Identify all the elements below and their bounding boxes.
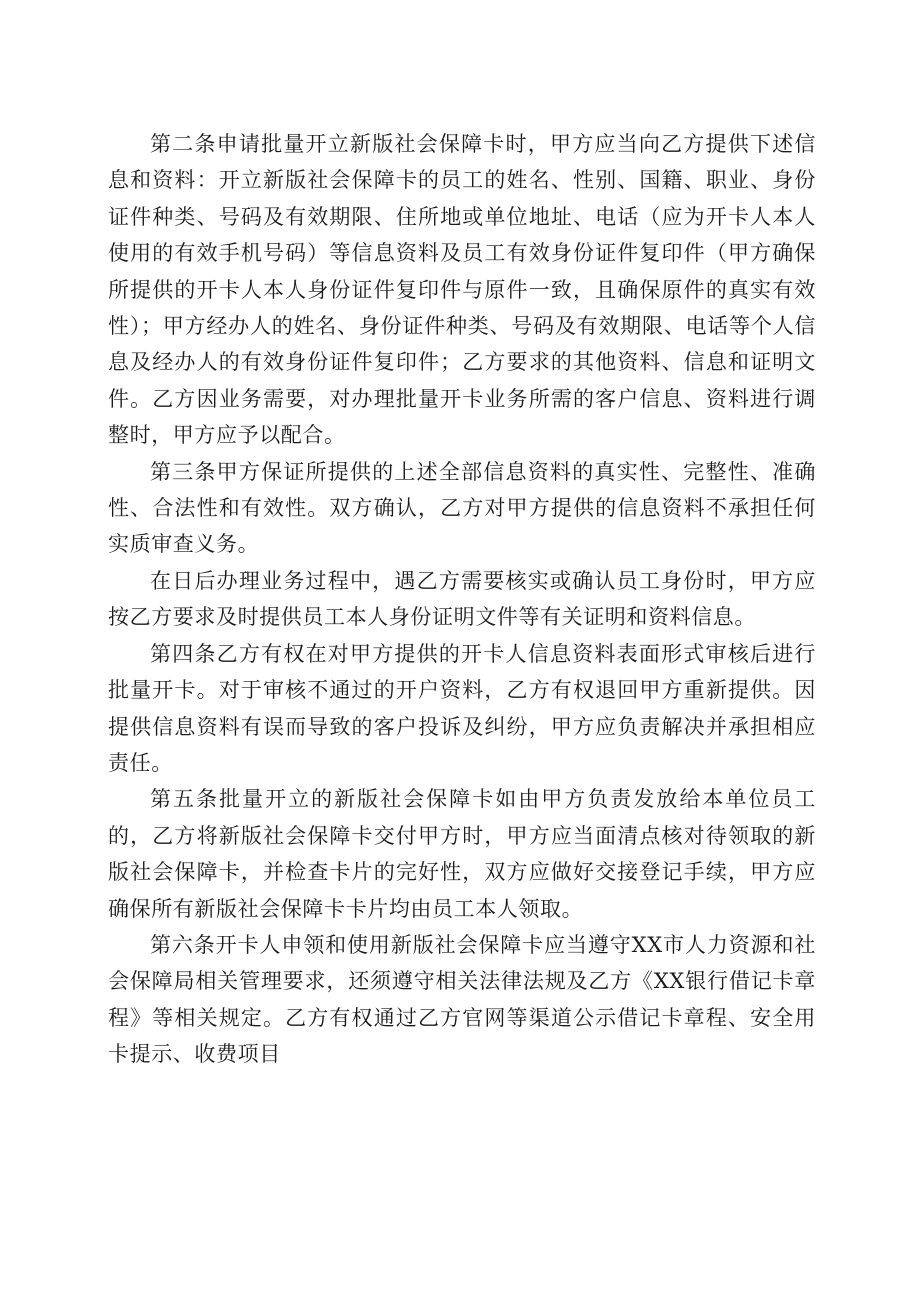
identity-verification-paragraph: 在日后办理业务过程中，遇乙方需要核实或确认员工身份时，甲方应按乙方要求及时提供员工本人身份证明文件等有关证明和资料信息。	[108, 568, 816, 630]
document-page	[108, 126, 816, 1073]
clause-3-paragraph: 第三条甲方保证所提供的上述全部信息资料的真实性、完整性、准确性、合法性和有效性。双方确认，乙方对甲方提供的信息资料不承担任何实质审查义务。	[108, 459, 816, 557]
clause-6-paragraph: 第六条开卡人申领和使用新版社会保障卡应当遵守XX市人力资源和社会保障局相关管理要求，还须遵守相关法律法规及乙方《XX银行借记卡章程》等相关规定。乙方有权通过乙方官网等渠道公示借记卡章程、安全用卡提示、收费项目	[108, 932, 816, 1067]
clause-4-paragraph: 第四条乙方有权在对甲方提供的开卡人信息资料表面形式审核后进行批量开卡。对于审核不通过的开户资料，乙方有权退回甲方重新提供。因提供信息资料有误而导致的客户投诉及纠纷，甲方应负责解决并承担相应责任。	[108, 641, 816, 775]
clause-2-paragraph: 第二条申请批量开立新版社会保障卡时，甲方应当向乙方提供下述信息和资料：开立新版社会保障卡的员工的姓名、性别、国籍、职业、身份证件种类、号码及有效期限、住所地或单位地址、电话（应为开卡人本人使用的有效手机号码）等信息资料及员工有效身份证件复印件（甲方确保所提供的开卡人本人身份证件复印件与原件一致，且确保原件的真实有效性）；甲方经办人的姓名、身份证件种类、号码及有效期限、电话等个人信息及经办人的有效身份证件复印件；乙方要求的其他资料、信息和证明文件。乙方因业务需要，对办理批量开卡业务所需的客户信息、资料进行调整时，甲方应予以配合。	[108, 132, 816, 448]
clause-5-paragraph: 第五条批量开立的新版社会保障卡如由甲方负责发放给本单位员工的，乙方将新版社会保障卡交付甲方时，甲方应当面清点核对待领取的新版社会保障卡，并检查卡片的完好性，双方应做好交接登记手续，甲方应确保所有新版社会保障卡卡片均由员工本人领取。	[108, 787, 816, 921]
